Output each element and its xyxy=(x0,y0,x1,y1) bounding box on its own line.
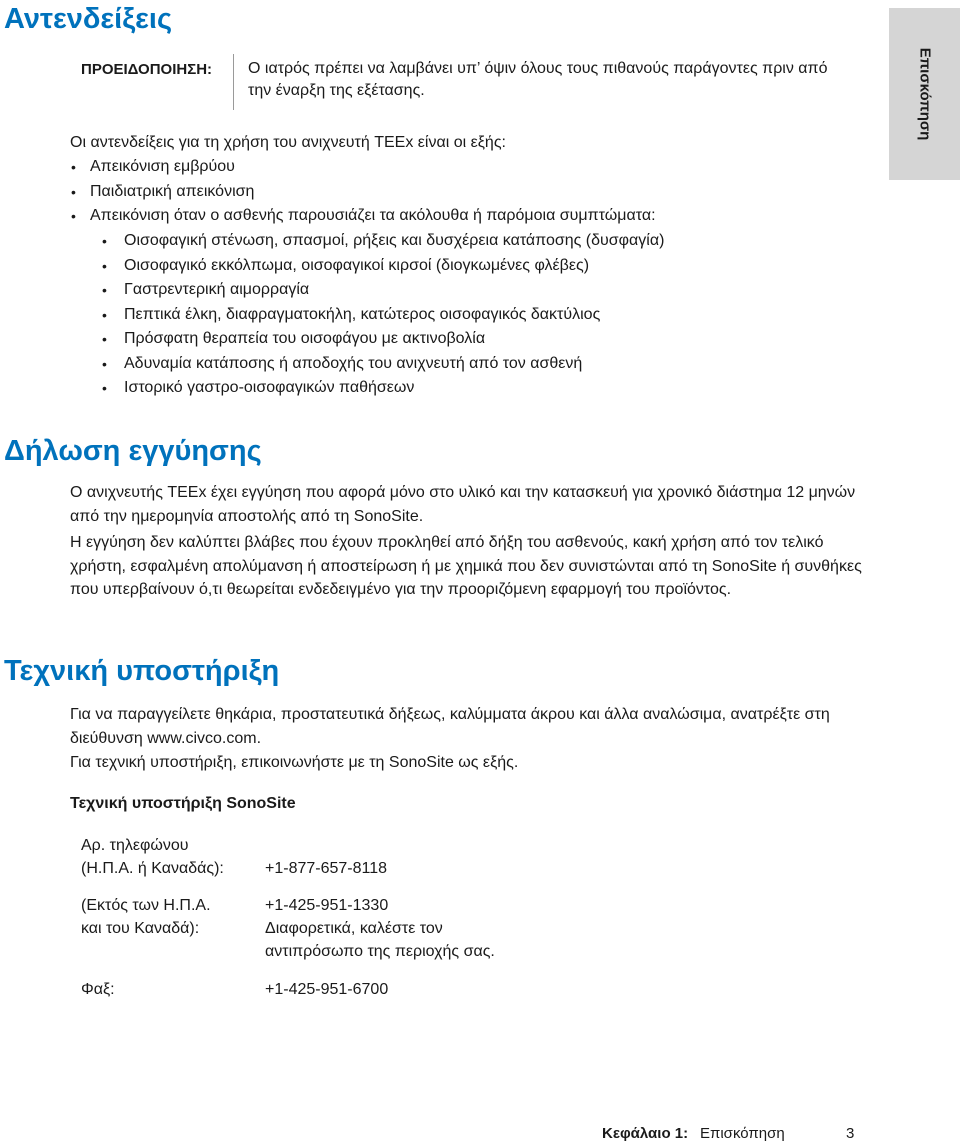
fax-number: +1-425-951-6700 xyxy=(265,981,389,998)
footer-page-number: 3 xyxy=(846,1125,855,1142)
intl-phone-label-line1: (Εκτός των Η.Π.Α. xyxy=(81,897,211,914)
list-item: • Οισοφαγικό εκκόλπωμα, οισοφαγικοί κιρσοί (διογκωμένες φλέβες) xyxy=(102,254,664,279)
indications-list xyxy=(70,155,656,229)
list-item: • Ιστορικό γαστρο-οισοφαγικών παθήσεων xyxy=(102,376,664,401)
support-paragraph-1: Για να παραγγείλετε θηκάρια, προστατευτικά δήξεως, καλύμματα άκρου και άλλα αναλώσιμα, ανατρέξτε στη διεύθυνση www.civco.com. xyxy=(70,706,830,747)
chapter-side-tab xyxy=(889,8,960,180)
warranty-paragraph-1: Ο ανιχνευτής TEEx έχει εγγύηση που αφορά μόνο στο υλικό και την κατασκευή για χρονικό διάστημα 12 μηνών από την ημερομηνία αποστολής από τη SonoSite. xyxy=(70,484,856,525)
phone-heading: Αρ. τηλεφώνου xyxy=(81,837,189,854)
list-item: • Γαστρεντερική αιμορραγία xyxy=(102,278,664,303)
warning-text: Ο ιατρός πρέπει να λαμβάνει υπ’ όψιν όλους τους πιθανούς παράγοντες πριν από την έναρξη της εξέτασης. xyxy=(248,60,828,99)
warranty-heading: Δήλωση εγγύησης xyxy=(4,435,262,467)
symptoms-sublist xyxy=(102,229,664,401)
us-phone-number: +1-877-657-8118 xyxy=(265,860,388,877)
footer-chapter-title: Επισκόπηση xyxy=(700,1125,785,1142)
us-phone-label: (Η.Π.Α. ή Καναδάς): xyxy=(81,860,224,877)
warning-divider xyxy=(233,54,234,110)
warranty-paragraph-2: Η εγγύηση δεν καλύπτει βλάβες που έχουν προκληθεί από δήξη του ασθενούς, κακή χρήση από τον τελικό χρήστη, εσφαλμένη απολύμανση ή αποστείρωση ή με χημικά που δεν συνιστώνται από τη SonoSite ή συνθήκες που υπερβαίνουν ό,τι θεωρείται ενδεδειγμένο για την προοριζόμενη εφαρμογή του προϊόντος. xyxy=(70,534,862,598)
intl-phone-number: +1-425-951-1330 xyxy=(265,897,389,914)
indications-intro: Οι αντενδείξεις για τη χρήση του ανιχνευτή TEEx είναι οι εξής: xyxy=(70,134,506,151)
support-heading: Τεχνική υποστήριξη xyxy=(4,655,280,687)
intl-phone-note-line2: αντιπρόσωπο της περιοχής σας. xyxy=(265,943,495,960)
chapter-side-tab-label: Επισκόπηση xyxy=(916,47,933,141)
list-item: • Πεπτικά έλκη, διαφραγματοκήλη, κατώτερος οισοφαγικός δακτύλιος xyxy=(102,303,664,328)
list-item: • Αδυναμία κατάποσης ή αποδοχής του ανιχνευτή από τον ασθενή xyxy=(102,352,664,377)
list-item: • Πρόσφατη θεραπεία του οισοφάγου με ακτινοβολία xyxy=(102,327,664,352)
list-item: • Οισοφαγική στένωση, σπασμοί, ρήξεις και δυσχέρεια κατάποσης (δυσφαγία) xyxy=(102,229,664,254)
fax-label: Φαξ: xyxy=(81,981,115,998)
intl-phone-note-line1: Διαφορετικά, καλέστε τον xyxy=(265,920,443,937)
list-item: • Παιδιατρική απεικόνιση xyxy=(70,180,656,205)
list-item: • Απεικόνιση όταν ο ασθενής παρουσιάζει τα ακόλουθα ή παρόμοια συμπτώματα: xyxy=(70,204,656,229)
list-item: • Απεικόνιση εμβρύου xyxy=(70,155,656,180)
footer-chapter: Κεφάλαιο 1: xyxy=(602,1125,689,1142)
intl-phone-label-line2: και του Καναδά): xyxy=(81,920,200,937)
sonosite-support-subheading: Τεχνική υποστήριξη SonoSite xyxy=(70,795,296,812)
support-paragraph-2: Για τεχνική υποστήριξη, επικοινωνήστε με τη SonoSite ως εξής. xyxy=(70,754,519,771)
warning-label: ΠΡΟΕΙΔΟΠΟΙΗΣΗ: xyxy=(81,61,213,78)
indications-heading: Αντενδείξεις xyxy=(4,3,173,35)
